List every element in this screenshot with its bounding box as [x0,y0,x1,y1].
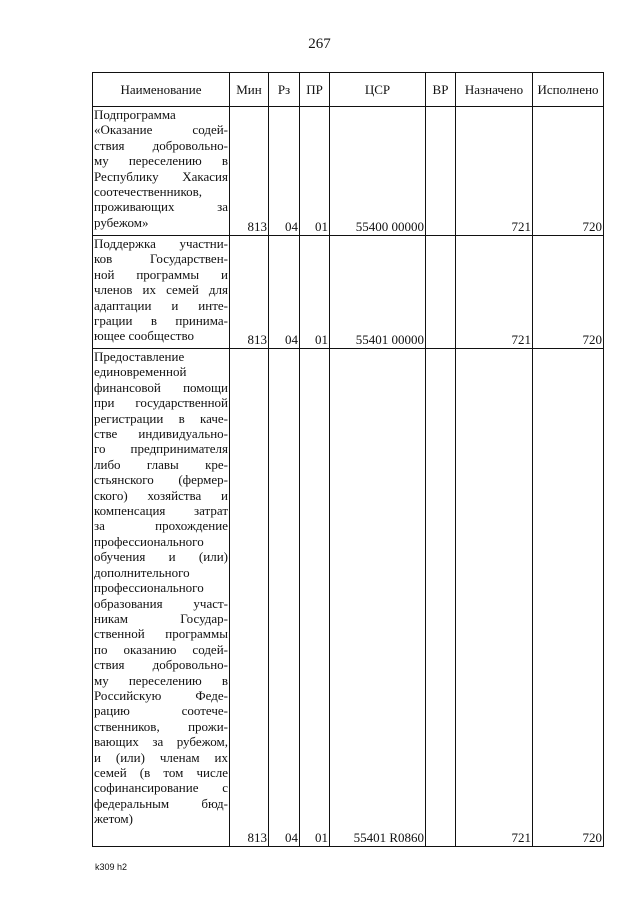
document-code: k309 h2 [95,862,128,872]
cell-rz: 04 [269,349,300,847]
table-row [93,107,604,236]
cell-assigned: 721 [456,107,533,236]
name-line: софинансирование с [94,780,228,796]
table-header-row [93,73,604,107]
name-line: при государственной [94,395,228,411]
name-line: семей (в том числе [94,764,228,780]
header-pr: ПР [300,73,330,107]
cell-pr: 01 [300,107,330,236]
name-line: Российскую Феде- [94,687,228,703]
header-vr: ВР [426,73,456,107]
header-csr: ЦСР [330,73,426,107]
name-line: федеральным бюд- [94,795,228,811]
cell-vr [426,107,456,236]
name-line: ющее сообщество [94,328,195,344]
name-line: ствия добровольно- [94,137,228,153]
name-line: регистрации в каче- [94,410,228,426]
cell-executed: 720 [533,349,604,847]
cell-min: 813 [230,107,269,236]
name-line: членов их семей для [94,282,228,298]
name-line: Подпрограмма [94,107,176,122]
cell-rz: 04 [269,107,300,236]
header-rz: Рз [269,73,300,107]
cell-name [93,107,230,236]
header-name: Наименование [93,73,230,107]
cell-executed: 720 [533,107,604,236]
name-line: ной программы и [94,266,228,282]
name-line: профессионального [94,580,204,596]
name-line: единовременной [94,364,187,380]
name-line: му переселению в [94,672,228,688]
name-line: за прохождение [94,518,228,534]
name-line: и (или) членам их [94,749,228,765]
cell-csr: 55400 00000 [330,107,426,236]
cell-name [93,236,230,349]
name-line: рубежом» [94,214,149,230]
name-line: обучения и (или) [94,549,228,565]
name-line: вающих за рубежом, [94,734,228,750]
cell-name [93,349,230,847]
name-line: Республику Хакасия [94,168,228,184]
cell-assigned: 721 [456,349,533,847]
name-line: профессионального [94,533,204,549]
header-assigned: Назначено [456,73,533,107]
name-line: соотечественников, [94,184,203,200]
name-line: го предпринимателя [94,441,228,457]
cell-min: 813 [230,236,269,349]
name-line: му переселению в [94,153,228,169]
name-line: ственников, прожи- [94,718,228,734]
cell-rz: 04 [269,236,300,349]
name-line: ственной программы [94,626,228,642]
page-number: 267 [308,36,331,52]
name-line: стве индивидуально- [94,426,228,442]
cell-vr [426,236,456,349]
name-line: проживающих за [94,199,228,215]
header-executed: Исполнено [533,73,604,107]
cell-pr: 01 [300,236,330,349]
table-row [93,349,604,847]
name-line: ков Государствен- [94,251,228,267]
name-line: стьянского (фермер- [94,472,228,488]
name-line: Предоставление [94,349,185,364]
name-line: компенсация затрат [94,503,228,519]
name-line: образования участ- [94,595,228,611]
name-line: грации в принима- [94,313,228,329]
cell-min: 813 [230,349,269,847]
cell-pr: 01 [300,349,330,847]
name-line: по оказанию содей- [94,641,228,657]
name-line: адаптации и инте- [94,297,228,313]
name-line: жетом) [94,811,133,827]
name-line: «Оказание содей- [94,122,228,138]
name-line: ствия добровольно- [94,657,228,673]
cell-executed: 720 [533,236,604,349]
cell-vr [426,349,456,847]
name-line: финансовой помощи [94,379,228,395]
name-line: Поддержка участни- [94,236,228,251]
name-line: рацию соотече- [94,703,228,719]
name-line: никам Государ- [94,610,228,626]
table-row [93,236,604,349]
name-line: ского) хозяйства и [94,487,228,503]
budget-table [92,72,604,847]
name-line: дополнительного [94,564,190,580]
header-min: Мин [230,73,269,107]
cell-csr: 55401 00000 [330,236,426,349]
cell-assigned: 721 [456,236,533,349]
cell-csr: 55401 R0860 [330,349,426,847]
name-line: либо главы кре- [94,456,228,472]
